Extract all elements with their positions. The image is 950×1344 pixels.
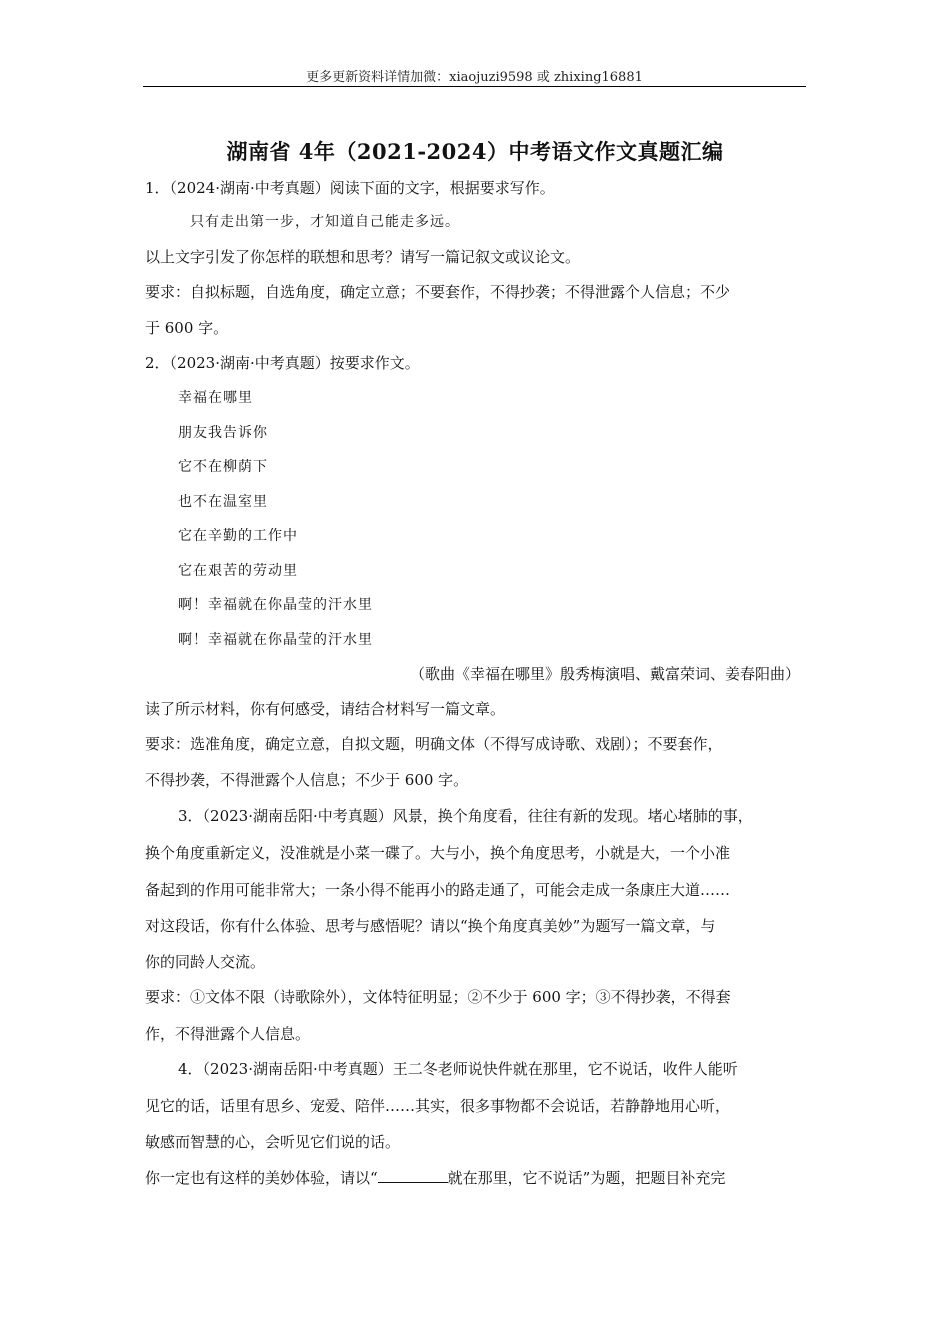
q3-line4: 对这段话，你有什么体验、思考与感悟呢？请以“换个角度真美妙”为题写一篇文章，与	[145, 917, 716, 935]
q2-requirement-line1: 要求：选准角度，确定立意，自拟文题，明确文体（不得写成诗歌、戏剧）；不要套作，	[145, 735, 723, 753]
page-header: 更多更新资料详情加微：xiaojuzi9598 或 zhixing16881	[306, 70, 643, 85]
q4-line4-start: 你一定也有这样的美妙体验，请以“	[145, 1169, 378, 1187]
q2-poem-line: 它在辛勤的工作中	[178, 528, 298, 544]
q2-heading: 2．（2023·湖南·中考真题）按要求作文。	[145, 354, 420, 372]
q1-prompt: 以上文字引发了你怎样的联想和思考？请写一篇记叙文或议论文。	[145, 248, 581, 266]
q2-song-source: （歌曲《幸福在哪里》殷秀梅演唱、戴富荣词、姜春阳曲）	[409, 665, 800, 683]
q2-poem-line: 它不在柳荫下	[178, 459, 268, 475]
q2-poem-line: 朋友我告诉你	[178, 425, 268, 441]
q4-line2: 见它的话，话里有思乡、宠爱、陪伴……其实，很多事物都不会说话，若静静地用心听，	[145, 1097, 731, 1115]
q2-requirement-line2: 不得抄袭，不得泄露个人信息；不少于 600 字。	[145, 771, 469, 789]
q2-prompt: 读了所示材料，你有何感受，请结合材料写一篇文章。	[145, 700, 506, 718]
q3-requirement-line1: 要求：①文体不限（诗歌除外），文体特征明显；②不少于 600 字；③不得抄袭，不得套	[145, 988, 731, 1006]
q3-line1: 3．（2023·湖南岳阳·中考真题）风景，换个角度看，往往有新的发现。堵心堵肺的事，	[178, 807, 753, 825]
q4-line1: 4．（2023·湖南岳阳·中考真题）王二冬老师说快件就在那里，它不说话，收件人能听	[178, 1060, 738, 1078]
fill-in-blank	[378, 1168, 448, 1183]
q3-line5: 你的同龄人交流。	[145, 953, 266, 971]
q1-quote: 只有走出第一步，才知道自己能走多远。	[190, 214, 460, 230]
q4-line4-end: 就在那里，它不说话”为题，把题目补充完	[447, 1169, 726, 1187]
q3-line3: 备起到的作用可能非常大；一条小得不能再小的路走通了，可能会走成一条康庄大道……	[145, 881, 731, 899]
q4-line3: 敏感而智慧的心，会听见它们说的话。	[145, 1133, 401, 1151]
q4-line4	[145, 1168, 725, 1188]
q3-requirement-line2: 作，不得泄露个人信息。	[145, 1025, 311, 1043]
q1-heading: 1．（2024·湖南·中考真题）阅读下面的文字，根据要求写作。	[145, 179, 555, 197]
document-title: 湖南省 4年（2021-2024）中考语文作文真题汇编	[226, 139, 724, 164]
q2-poem-line: 也不在温室里	[178, 494, 268, 510]
q2-poem-line: 啊！幸福就在你晶莹的汗水里	[178, 632, 373, 648]
q2-poem-line: 啊！幸福就在你晶莹的汗水里	[178, 597, 373, 613]
q1-requirement-line2: 于 600 字。	[145, 319, 229, 337]
q2-poem-line: 幸福在哪里	[178, 390, 253, 406]
header-rule	[143, 86, 806, 87]
q1-requirement-line1: 要求：自拟标题，自选角度，确定立意；不要套作，不得抄袭；不得泄露个人信息；不少	[145, 283, 731, 301]
q2-poem-line: 它在艰苦的劳动里	[178, 563, 298, 579]
q3-line2: 换个角度重新定义，没准就是小菜一碟了。大与小，换个角度思考，小就是大，一个小准	[145, 844, 731, 862]
